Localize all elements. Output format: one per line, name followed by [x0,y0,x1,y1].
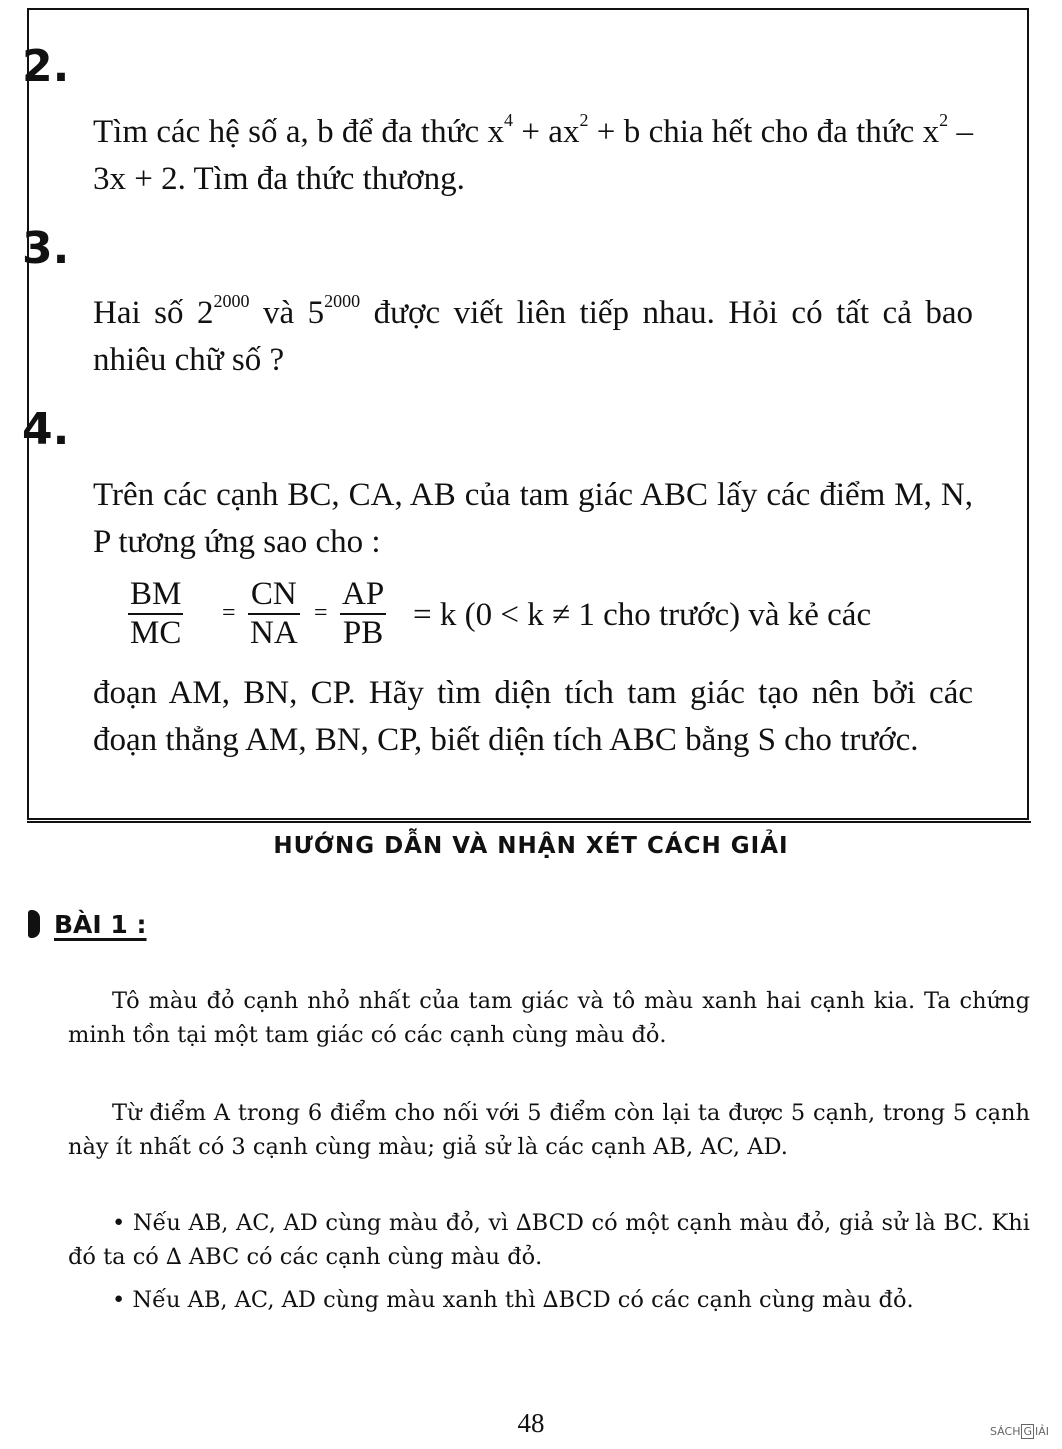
watermark-logo: SÁCH G IẢI [990,1425,1050,1438]
problem-number-2: 2. [22,41,70,92]
problem-number-3: 3. [22,223,70,274]
problem-number-4: 4. [22,404,70,455]
bullet-marker-icon [28,910,40,938]
problem-2-text: Tìm các hệ số a, b để đa thức $x^4 + ax^2 + b$ chia hết cho đa thức $x^2 - 3x + 2$. Tìm đa thức thương. [93,110,974,197]
fraction-bm-mc: BM MC [130,576,182,651]
page-number: 48 [517,1408,545,1438]
solution-title: BÀI 1 : [28,910,147,939]
box-bottom-rule [27,821,1031,823]
equals-sign-2: = [314,600,328,626]
fraction-ap-pb: AP PB [342,576,385,651]
section-heading: HƯỚNG DẪN VÀ NHẬN XÉT CÁCH GIẢI [273,833,789,859]
solution-paragraph: Từ điểm A trong 6 điểm cho nối với 5 điểm còn lại ta được 5 cạnh, trong 5 cạnh này ít nhất có 3 cạnh cùng màu; giả sử là các cạnh AB, AC, AD. [68,1100,1030,1160]
solution-bullet: • Nếu AB, AC, AD cùng màu xanh thì ∆BCD có các cạnh cùng màu đỏ. [112,1287,914,1313]
ratio-formula [128,570,998,670]
problem-4-intro: Trên các cạnh BC, CA, AB của tam giác ABC lấy các điểm M, N, P tương ứng sao cho : [93,477,973,560]
equals-sign-1: = [222,600,236,626]
problem-3-text: Hai số $2^{2000}$ và $5^{2000}$ được viết liên tiếp nhau. Hỏi có tất cả bao nhiêu chữ số ? [93,291,973,378]
solution-bullet: • Nếu AB, AC, AD cùng màu đỏ, vì ∆BCD có một cạnh màu đỏ, giả sử là BC. Khi đó ta có ∆ ABC có các cạnh cùng màu đỏ. [68,1210,1030,1270]
formula-tail: = k (0 < k ≠ 1 cho trước) và kẻ các [413,597,872,633]
solution-paragraph: Tô màu đỏ cạnh nhỏ nhất của tam giác và tô màu xanh hai cạnh kia. Ta chứng minh tồn tại một tam giác có các cạnh cùng màu đỏ. [68,988,1030,1048]
problem-4-conclusion: đoạn AM, BN, CP. Hãy tìm diện tích tam giác tạo nên bởi các đoạn thẳng AM, BN, CP, biết diện tích ABC bằng S cho trước. [93,675,973,758]
fraction-cn-na: CN NA [250,576,298,651]
